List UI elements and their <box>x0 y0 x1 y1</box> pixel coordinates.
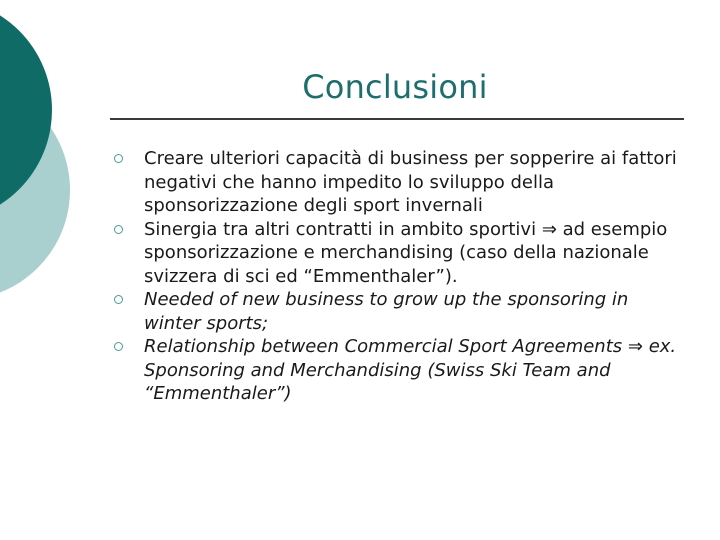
bullet-text: Sinergia tra altri contratti in ambito sportivi <box>144 218 542 240</box>
bullet-list <box>112 147 682 406</box>
bullet-item <box>112 147 682 218</box>
bullet-ring-icon <box>114 295 123 304</box>
implies-arrow-icon: ⇒ <box>541 218 557 240</box>
bullet-text: Relationship between Commercial Sport Agreements <box>144 336 628 357</box>
title-divider <box>110 118 684 120</box>
decorative-circles <box>0 0 120 300</box>
slide-title: Conclusioni <box>302 68 488 106</box>
bullet-text: Creare ulteriori capacità di business per sopperire ai fattori negativi che hanno impedito lo sviluppo della sponsorizzazione degli sport invernali <box>144 148 677 216</box>
bullet-ring-icon <box>114 225 123 234</box>
bullet-item <box>112 288 682 335</box>
bullet-item <box>112 335 682 406</box>
implies-arrow-icon: ⇒ <box>627 336 643 357</box>
bullet-item <box>112 218 682 289</box>
bullet-text: ex. Sponsoring and Merchandising (Swiss Ski Team and “Emmenthaler”) <box>144 336 677 404</box>
bullet-ring-icon <box>114 154 123 163</box>
bullet-text: ad esempio sponsorizzazione e merchandising (caso della nazionale svizzera di sci ed “Emmenthaler”). <box>144 218 668 287</box>
bullet-text: Needed of new business to grow up the sponsoring in winter sports; <box>144 289 629 334</box>
bullet-ring-icon <box>114 342 123 351</box>
